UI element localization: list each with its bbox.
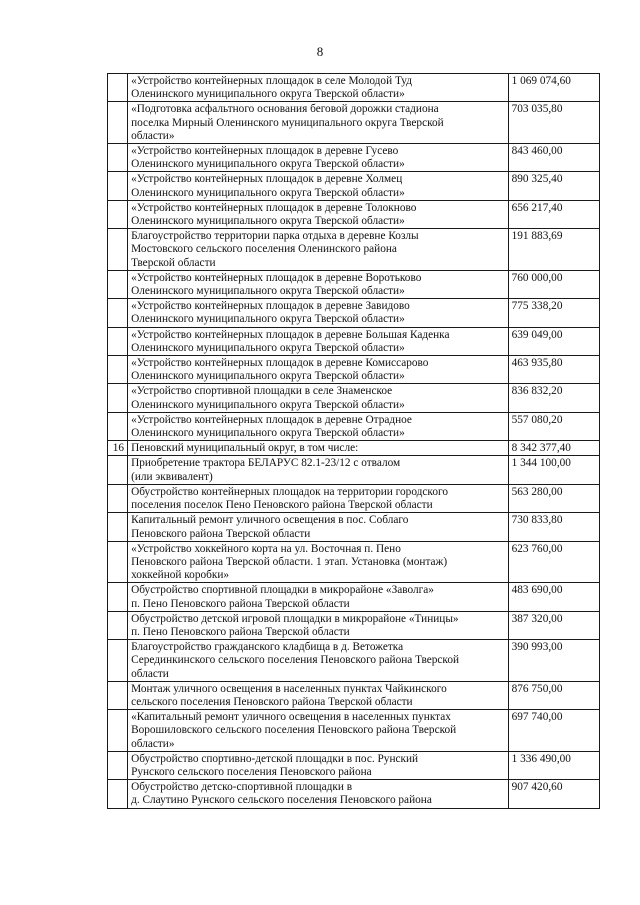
description-line: Оленинского муниципального округа Тверской области» [131,427,405,440]
description-line: «Устройство контейнерных площадок в деревне Отрадное [131,413,412,426]
row-amount: 1 336 490,00 [508,751,599,779]
row-description [128,484,509,512]
table-row [108,356,600,384]
row-number [108,611,128,639]
description-line: Оленинского муниципального округа Тверской области» [131,158,405,171]
row-number [108,200,128,228]
row-amount: 775 338,20 [508,299,599,327]
row-amount: 639 049,00 [508,327,599,355]
row-number [108,144,128,172]
row-amount: 836 832,20 [508,384,599,412]
description-line: Серединкинского сельского поселения Пеновского района Тверской [131,654,460,667]
row-number [108,102,128,144]
description-line: п. Пено Пеновского района Тверской области [131,625,350,638]
description-line: (или эквивалент) [131,470,213,483]
row-description [128,456,509,484]
description-line: «Устройство контейнерных площадок в деревне Воротьково [131,271,422,284]
table-row [108,513,600,541]
row-description [128,751,509,779]
description-line: Мостовского сельского поселения Оленинского района [131,243,397,256]
description-line: Обустройство спортивно-детской площадки в пос. Рунский [131,752,419,765]
row-description [128,102,509,144]
description-line: «Устройство контейнерных площадок в деревне Комиссарово [131,357,429,370]
description-line: Оленинского муниципального округа Тверской области» [131,370,405,383]
page-number: 8 [316,44,324,59]
row-description [128,299,509,327]
table-row [108,640,600,682]
description-line: «Устройство спортивной площадки в селе Знаменское [131,385,393,398]
row-description [128,356,509,384]
description-line: «Устройство контейнерных площадок в деревне Гусево [131,145,399,158]
row-number [108,710,128,752]
table-row [108,780,600,808]
description-line: Оленинского муниципального округа Тверской области» [131,186,405,199]
description-line: Оленинского муниципального округа Тверской области» [131,285,405,298]
table-row [108,541,600,583]
row-description [128,229,509,271]
description-line: Обустройство контейнерных площадок на территории городского [131,485,448,498]
description-line: хоккейной коробки» [131,569,230,582]
row-number [108,412,128,440]
description-line: сельского поселения Пеновского района Тверской области [131,695,413,708]
description-line: Обустройство детско-спортивной площадки в [131,781,353,794]
row-description [128,327,509,355]
row-number [108,384,128,412]
row-amount: 890 325,40 [508,172,599,200]
description-line: Оленинского муниципального округа Тверской области» [131,313,405,326]
row-number [108,229,128,271]
row-number [108,74,128,102]
row-amount: 463 935,80 [508,356,599,384]
row-number [108,513,128,541]
description-line: Приобретение трактора БЕЛАРУС 82.1-23/12 с отвалом [131,457,401,470]
description-line: поселения поселок Пено Пеновского района Тверской области [131,499,433,512]
row-amount: 483 690,00 [508,583,599,611]
table-row [108,102,600,144]
row-number: 16 [108,441,128,456]
description-line: Обустройство детской игровой площадки в микрорайоне «Тиницы» [131,612,459,625]
row-amount: 703 035,80 [508,102,599,144]
row-number [108,484,128,512]
row-description [128,780,509,808]
row-number [108,640,128,682]
budget-table [107,73,600,809]
row-description [128,710,509,752]
table-row [108,484,600,512]
description-line: Монтаж уличного освещения в населенных пунктах Чайкинского [131,682,447,695]
row-number [108,583,128,611]
table-row [108,270,600,298]
row-description [128,144,509,172]
row-number [108,456,128,484]
row-description [128,412,509,440]
row-amount: 8 342 377,40 [508,441,599,456]
row-description [128,640,509,682]
table-row [108,384,600,412]
table-row [108,299,600,327]
row-amount: 907 420,60 [508,780,599,808]
description-line: Оленинского муниципального округа Тверской области» [131,215,405,228]
description-line: Пеновского района Тверской области. 1 этап. Установка (монтаж) [131,555,448,568]
description-line: «Устройство контейнерных площадок в деревне Большая Каденка [131,328,450,341]
row-amount: 1 344 100,00 [508,456,599,484]
table-row [108,456,600,484]
description-line: д. Слаутино Рунского сельского поселения Пеновского района [131,794,432,807]
description-line: Ворошиловского сельского поселения Пеновского района Тверской [131,724,457,737]
row-description [128,200,509,228]
table-row [108,441,600,456]
row-amount: 843 460,00 [508,144,599,172]
description-line: Оленинского муниципального округа Тверской области» [131,88,405,101]
description-line: Пеновского района Тверской области [131,527,311,540]
description-line: Оленинского муниципального округа Тверской области» [131,341,405,354]
description-line: Оленинского муниципального округа Тверской области» [131,398,405,411]
row-amount: 697 740,00 [508,710,599,752]
description-line: «Устройство контейнерных площадок в деревне Толокново [131,201,417,214]
row-number [108,270,128,298]
description-line: Благоустройство гражданского кладбища в д. Ветожетка [131,641,404,654]
description-line: «Устройство контейнерных площадок в селе Молодой Туд [131,75,412,87]
row-description [128,441,509,456]
table-row [108,412,600,440]
table-row [108,583,600,611]
row-amount: 390 993,00 [508,640,599,682]
description-line: Капитальный ремонт уличного освещения в пос. Соблаго [131,514,409,527]
description-line: «Подготовка асфальтного основания беговой дорожки стадиона [131,103,439,116]
row-amount: 563 280,00 [508,484,599,512]
description-line: Благоустройство территории парка отдыха в деревне Козлы [131,230,419,243]
description-line: Пеновский муниципальный округ, в том числе: [131,442,359,455]
row-number [108,681,128,709]
description-line: «Устройство контейнерных площадок в деревне Холмец [131,173,403,186]
row-description [128,513,509,541]
row-description [128,172,509,200]
row-description [128,384,509,412]
row-amount: 387 320,00 [508,611,599,639]
row-amount: 623 760,00 [508,541,599,583]
description-line: «Капитальный ремонт уличного освещения в населенных пунктах [131,711,451,724]
row-description [128,583,509,611]
description-line: Тверской области [131,256,216,269]
table-row [108,751,600,779]
table-row [108,200,600,228]
row-amount: 557 080,20 [508,412,599,440]
description-line: Рунского сельского поселения Пеновского района [131,765,372,778]
table-row [108,327,600,355]
description-line: «Устройство хоккейного корта на ул. Восточная п. Пено [131,542,401,555]
description-line: области [131,667,169,680]
row-amount: 656 217,40 [508,200,599,228]
row-amount: 191 883,69 [508,229,599,271]
row-description [128,541,509,583]
table-row [108,172,600,200]
description-line: «Устройство контейнерных площадок в деревне Завидово [131,300,410,313]
description-line: п. Пено Пеновского района Тверской области [131,597,350,610]
row-amount: 876 750,00 [508,681,599,709]
row-description [128,74,509,102]
row-amount: 730 833,80 [508,513,599,541]
description-line: области» [131,129,175,142]
table-body [108,74,600,809]
table-row [108,681,600,709]
table-row [108,144,600,172]
row-number [108,541,128,583]
row-number [108,751,128,779]
row-number [108,780,128,808]
description-line: Обустройство спортивной площадки в микрорайоне «Заволга» [131,584,434,597]
row-amount: 760 000,00 [508,270,599,298]
row-description [128,611,509,639]
row-number [108,356,128,384]
table-row [108,74,600,102]
row-number [108,327,128,355]
table-row [108,611,600,639]
row-amount: 1 069 074,60 [508,74,599,102]
description-line: поселка Мирный Оленинского муниципального округа Тверской [131,116,444,129]
table-row [108,229,600,271]
row-number [108,299,128,327]
row-description [128,681,509,709]
table-row [108,710,600,752]
description-line: области» [131,737,175,750]
row-description [128,270,509,298]
row-number [108,172,128,200]
